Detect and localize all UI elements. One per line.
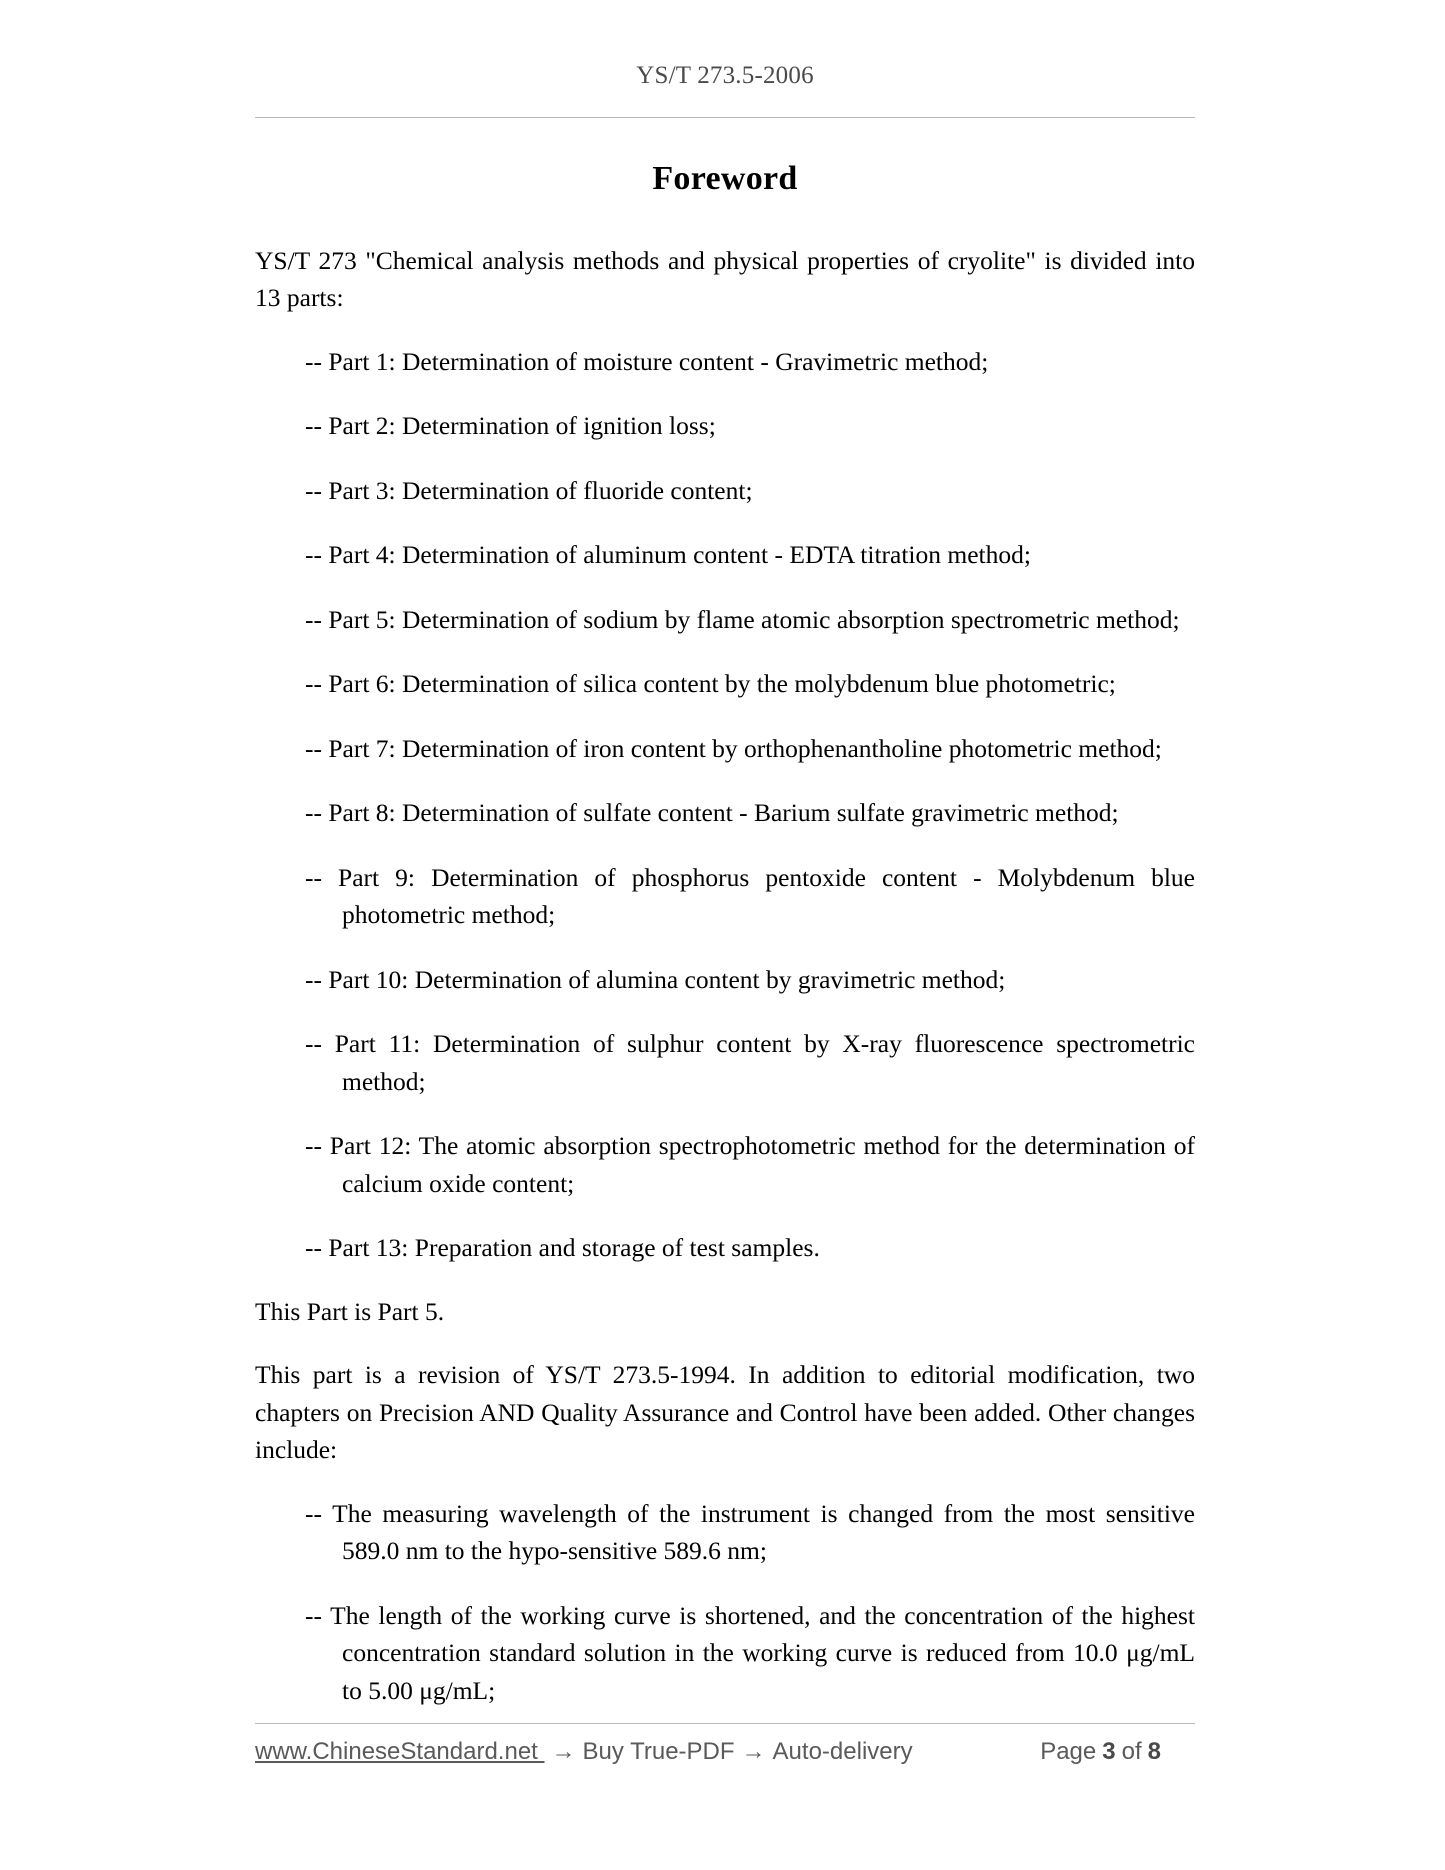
list-item-part-1 bbox=[255, 343, 1195, 380]
list-item-part-9 bbox=[255, 859, 1195, 934]
part-9-text: -- Part 9: Determination of phosphorus pentoxide content - Molybdenum blue photometric method; bbox=[305, 862, 1195, 930]
list-item-part-4 bbox=[255, 536, 1195, 573]
list-item-change-2 bbox=[255, 1597, 1195, 1709]
part-7-text: -- Part 7: Determination of iron content by orthophenantholine photometric method; bbox=[305, 733, 1162, 763]
part-3-text: -- Part 3: Determination of fluoride content; bbox=[305, 475, 753, 505]
website-link[interactable]: www.ChineseStandard.net bbox=[255, 1738, 545, 1765]
page-header bbox=[255, 62, 1195, 90]
part-1-text: -- Part 1: Determination of moisture content - Gravimetric method; bbox=[305, 346, 989, 376]
list-item-change-1 bbox=[255, 1495, 1195, 1570]
delivery-label: Auto-delivery bbox=[772, 1738, 913, 1765]
of-label: of bbox=[1121, 1738, 1142, 1765]
page-indicator bbox=[1040, 1738, 1167, 1766]
list-item-part-11 bbox=[255, 1025, 1195, 1100]
change-2-text: -- The length of the working curve is shortened, and the concentration of the highest concentration standard solution in the working curve is reduced from 10.0 μg/mL to 5.00 μg/mL; bbox=[305, 1600, 1195, 1705]
part-11-text: -- Part 11: Determination of sulphur content by X-ray fluorescence spectrometric method; bbox=[305, 1029, 1195, 1096]
page-label: Page bbox=[1040, 1738, 1097, 1765]
list-item-part-6 bbox=[255, 665, 1195, 702]
page-title: Foreword bbox=[652, 160, 798, 197]
document-content bbox=[255, 160, 1195, 1736]
buy-label: Buy True-PDF bbox=[582, 1738, 735, 1765]
part-10-text: -- Part 10: Determination of alumina content by gravimetric method; bbox=[305, 964, 1006, 994]
arrow-right-icon-2: → bbox=[741, 1738, 766, 1765]
list-item-part-12 bbox=[255, 1127, 1195, 1202]
part-6-text: -- Part 6: Determination of silica content by the molybdenum blue photometric; bbox=[305, 669, 1116, 699]
part-5-text: -- Part 5: Determination of sodium by flame atomic absorption spectrometric method; bbox=[305, 604, 1180, 634]
page-footer bbox=[255, 1738, 1195, 1766]
standard-number-header: YS/T 273.5-2006 bbox=[636, 62, 814, 89]
page-number: 3 bbox=[1102, 1738, 1116, 1765]
list-item-part-3 bbox=[255, 472, 1195, 509]
arrow-right-icon: → bbox=[551, 1738, 576, 1765]
list-item-part-2 bbox=[255, 407, 1195, 444]
list-item-part-5 bbox=[255, 601, 1195, 638]
footer-promo bbox=[255, 1738, 913, 1766]
part-13-text: -- Part 13: Preparation and storage of test samples. bbox=[305, 1233, 820, 1263]
intro-paragraph: YS/T 273 "Chemical analysis methods and physical properties of cryolite" is divided into 13 parts: bbox=[255, 246, 1195, 313]
this-part-paragraph: This Part is Part 5. bbox=[255, 1296, 445, 1326]
part-2-text: -- Part 2: Determination of ignition loss; bbox=[305, 411, 716, 441]
part-12-text: -- Part 12: The atomic absorption spectrophotometric method for the determination of calcium oxide content; bbox=[305, 1131, 1195, 1198]
footer-divider bbox=[255, 1723, 1195, 1724]
header-divider bbox=[255, 117, 1195, 118]
change-1-text: -- The measuring wavelength of the instrument is changed from the most sensitive 589.0 nm to the hypo-sensitive 589.6 nm; bbox=[305, 1498, 1195, 1566]
revision-paragraph: This part is a revision of YS/T 273.5-1994. In addition to editorial modification, two chapters on Precision AND Quality Assurance and Control have been added. Other changes include: bbox=[255, 1360, 1195, 1465]
page-total: 8 bbox=[1147, 1738, 1161, 1765]
list-item-part-10 bbox=[255, 961, 1195, 998]
part-4-text: -- Part 4: Determination of aluminum content - EDTA titration method; bbox=[305, 540, 1031, 570]
part-8-text: -- Part 8: Determination of sulfate content - Barium sulfate gravimetric method; bbox=[305, 798, 1119, 828]
list-item-part-8 bbox=[255, 794, 1195, 831]
list-item-part-13 bbox=[255, 1229, 1195, 1266]
list-item-part-7 bbox=[255, 730, 1195, 767]
